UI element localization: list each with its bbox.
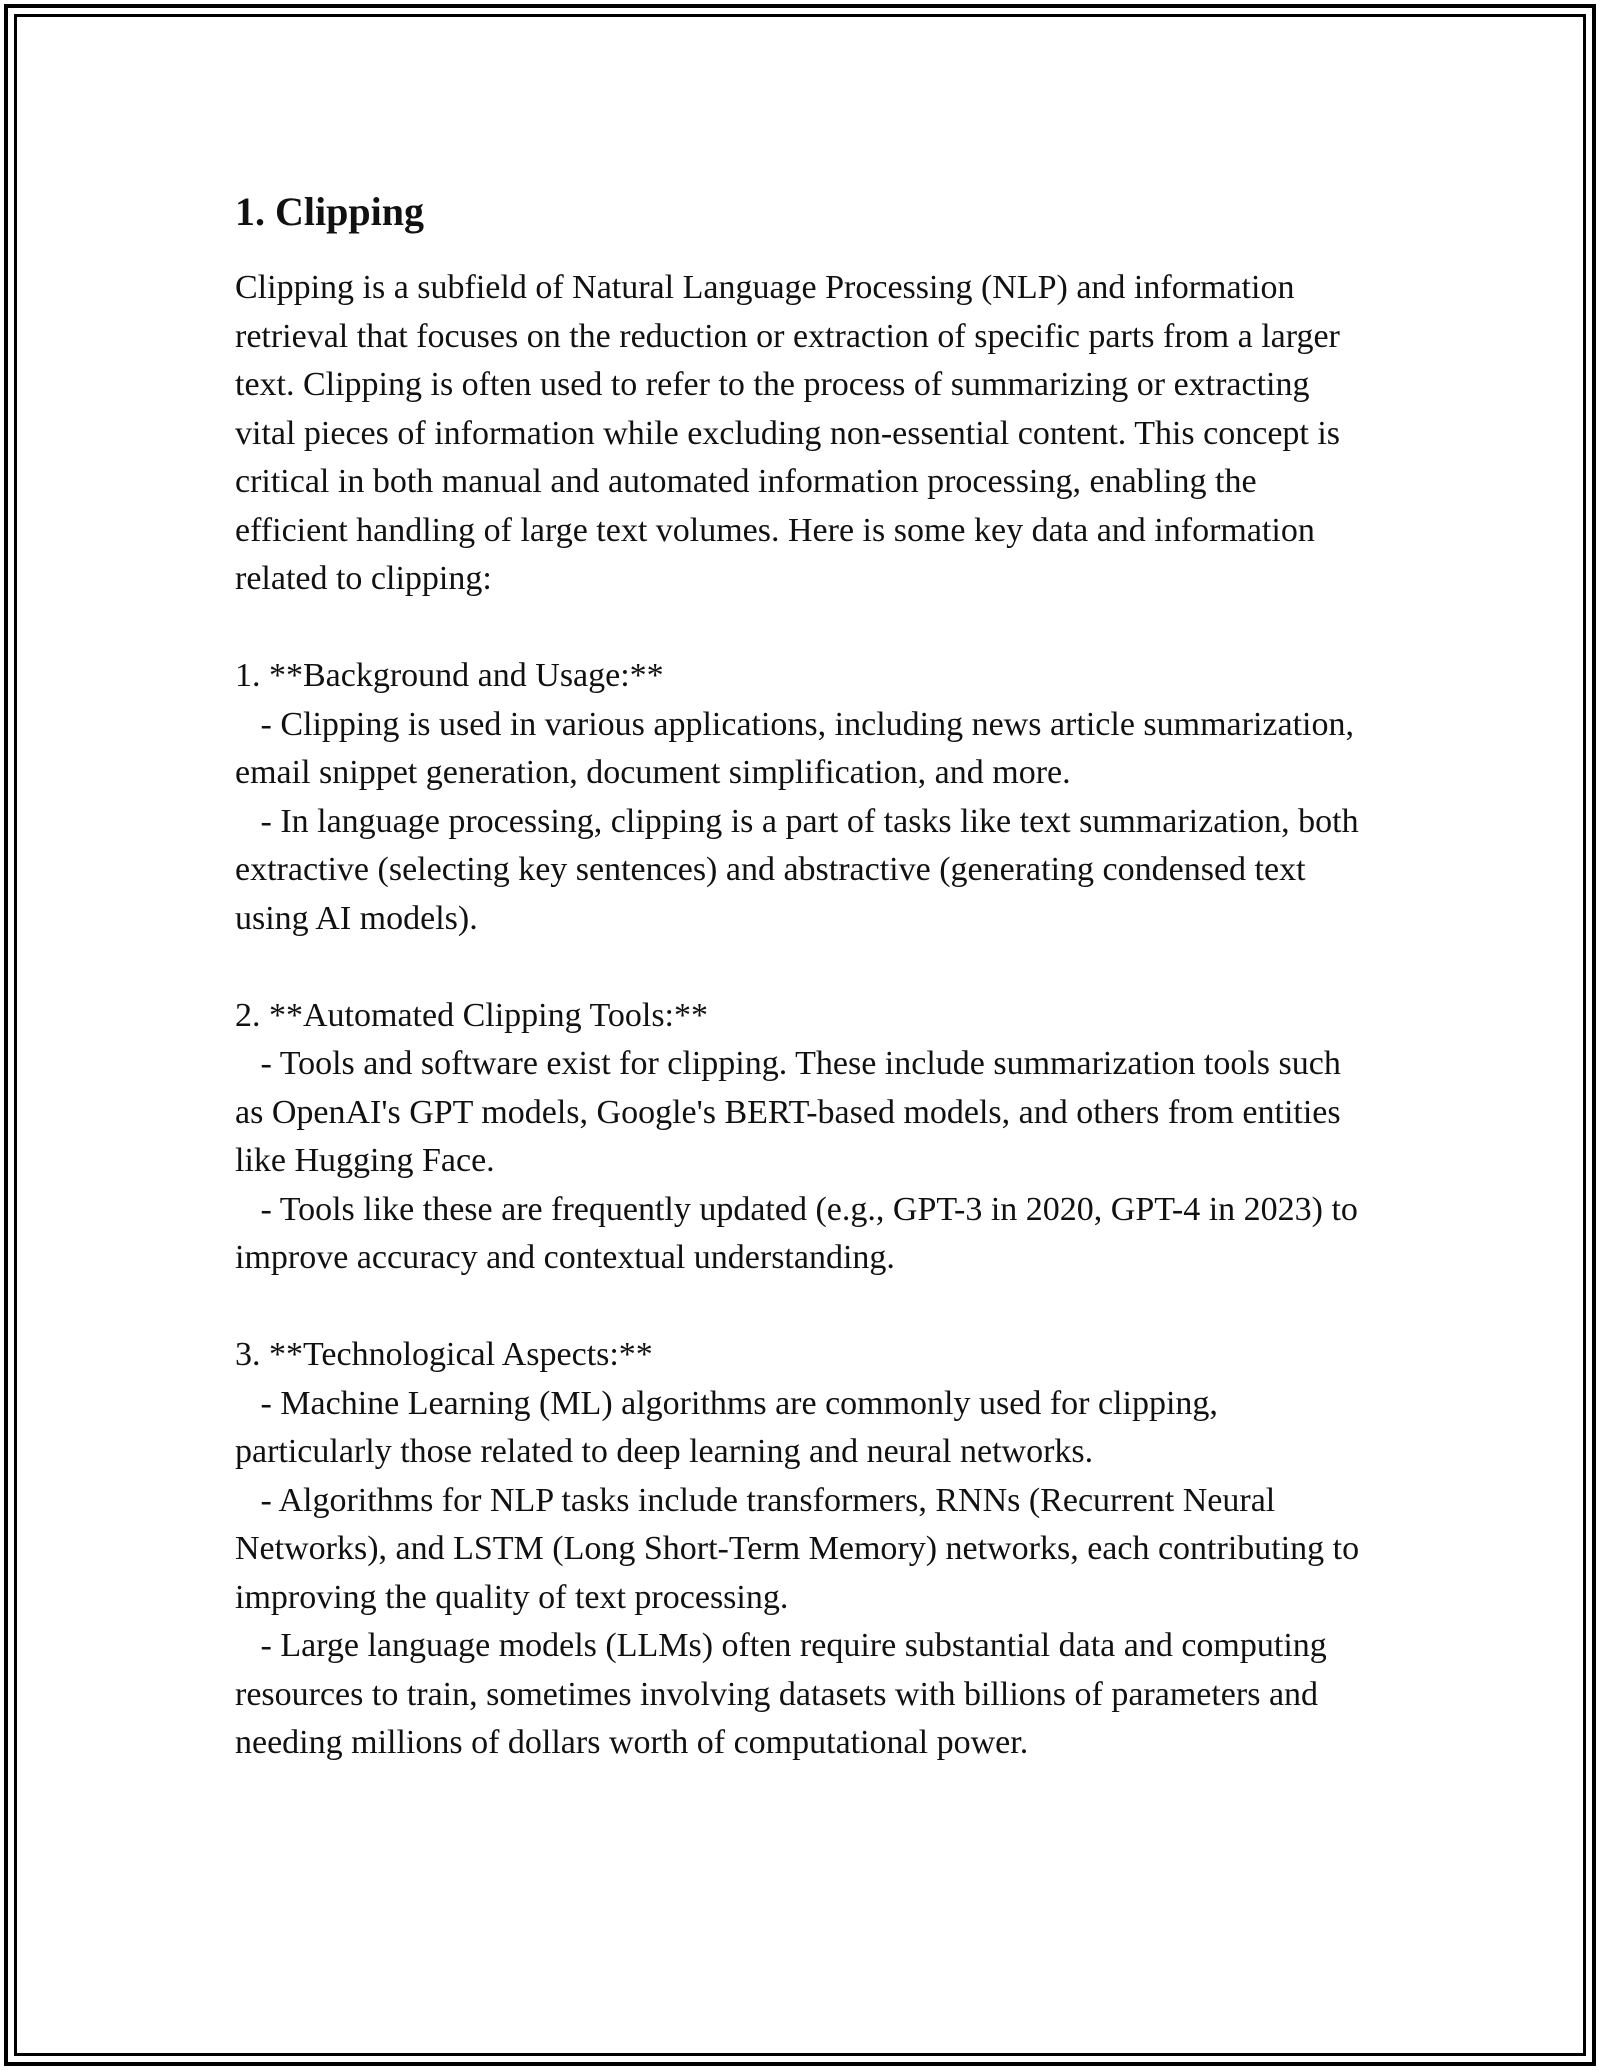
section-title: 2. **Automated Clipping Tools:** [235, 996, 708, 1034]
document-heading: 1. Clipping [235, 189, 424, 234]
section-item: - Large language models (LLMs) often require substantial data and computing resources to train, sometimes involving datasets with billions of parameters and needing millions of dollars worth of computational power. [235, 1627, 1336, 1761]
section-item: - Machine Learning (ML) algorithms are commonly used for clipping, particularly those related to deep learning and neural networks. [235, 1384, 1227, 1470]
section-item: - In language processing, clipping is a part of tasks like text summarization, both extractive (selecting key sentences) and abstractive (generating condensed text using AI models). [235, 802, 1368, 937]
section-technological-aspects [235, 1331, 1375, 1768]
section-title: 1. **Background and Usage:** [235, 657, 664, 694]
section-title: 3. **Technological Aspects:** [235, 1336, 653, 1373]
section-automated-tools [235, 992, 1375, 1283]
section-item: - Tools and software exist for clipping. These include summarization tools such as OpenAI's GPT models, Google's BERT-based models, and others from entities like Hugging Face. [235, 1045, 1350, 1179]
section-item: - Algorithms for NLP tasks include transformers, RNNs (Recurrent Neural Networks), and LSTM (Long Short-Term Memory) networks, each contributing to improving the quality of text processing. [235, 1481, 1368, 1616]
section-item: - Tools like these are frequently updated (e.g., GPT-3 in 2020, GPT-4 in 2023) to improve accuracy and contextual understanding. [235, 1190, 1367, 1276]
section-background-usage [235, 652, 1375, 943]
document-body [235, 186, 1375, 1768]
intro-paragraph: Clipping is a subfield of Natural Language Processing (NLP) and information retrieval that focuses on the reduction or extraction of specific parts from a larger text. Clipping is often used to refer to the process of summarizing or extracting vital pieces of information while excluding non-essential content. This concept is critical in both manual and automated information processing, enabling the efficient handling of large text volumes. Here is some key data and information related to clipping: [235, 269, 1349, 597]
section-item: - Clipping is used in various applications, including news article summarization, email snippet generation, document simplification, and more. [235, 705, 1363, 791]
